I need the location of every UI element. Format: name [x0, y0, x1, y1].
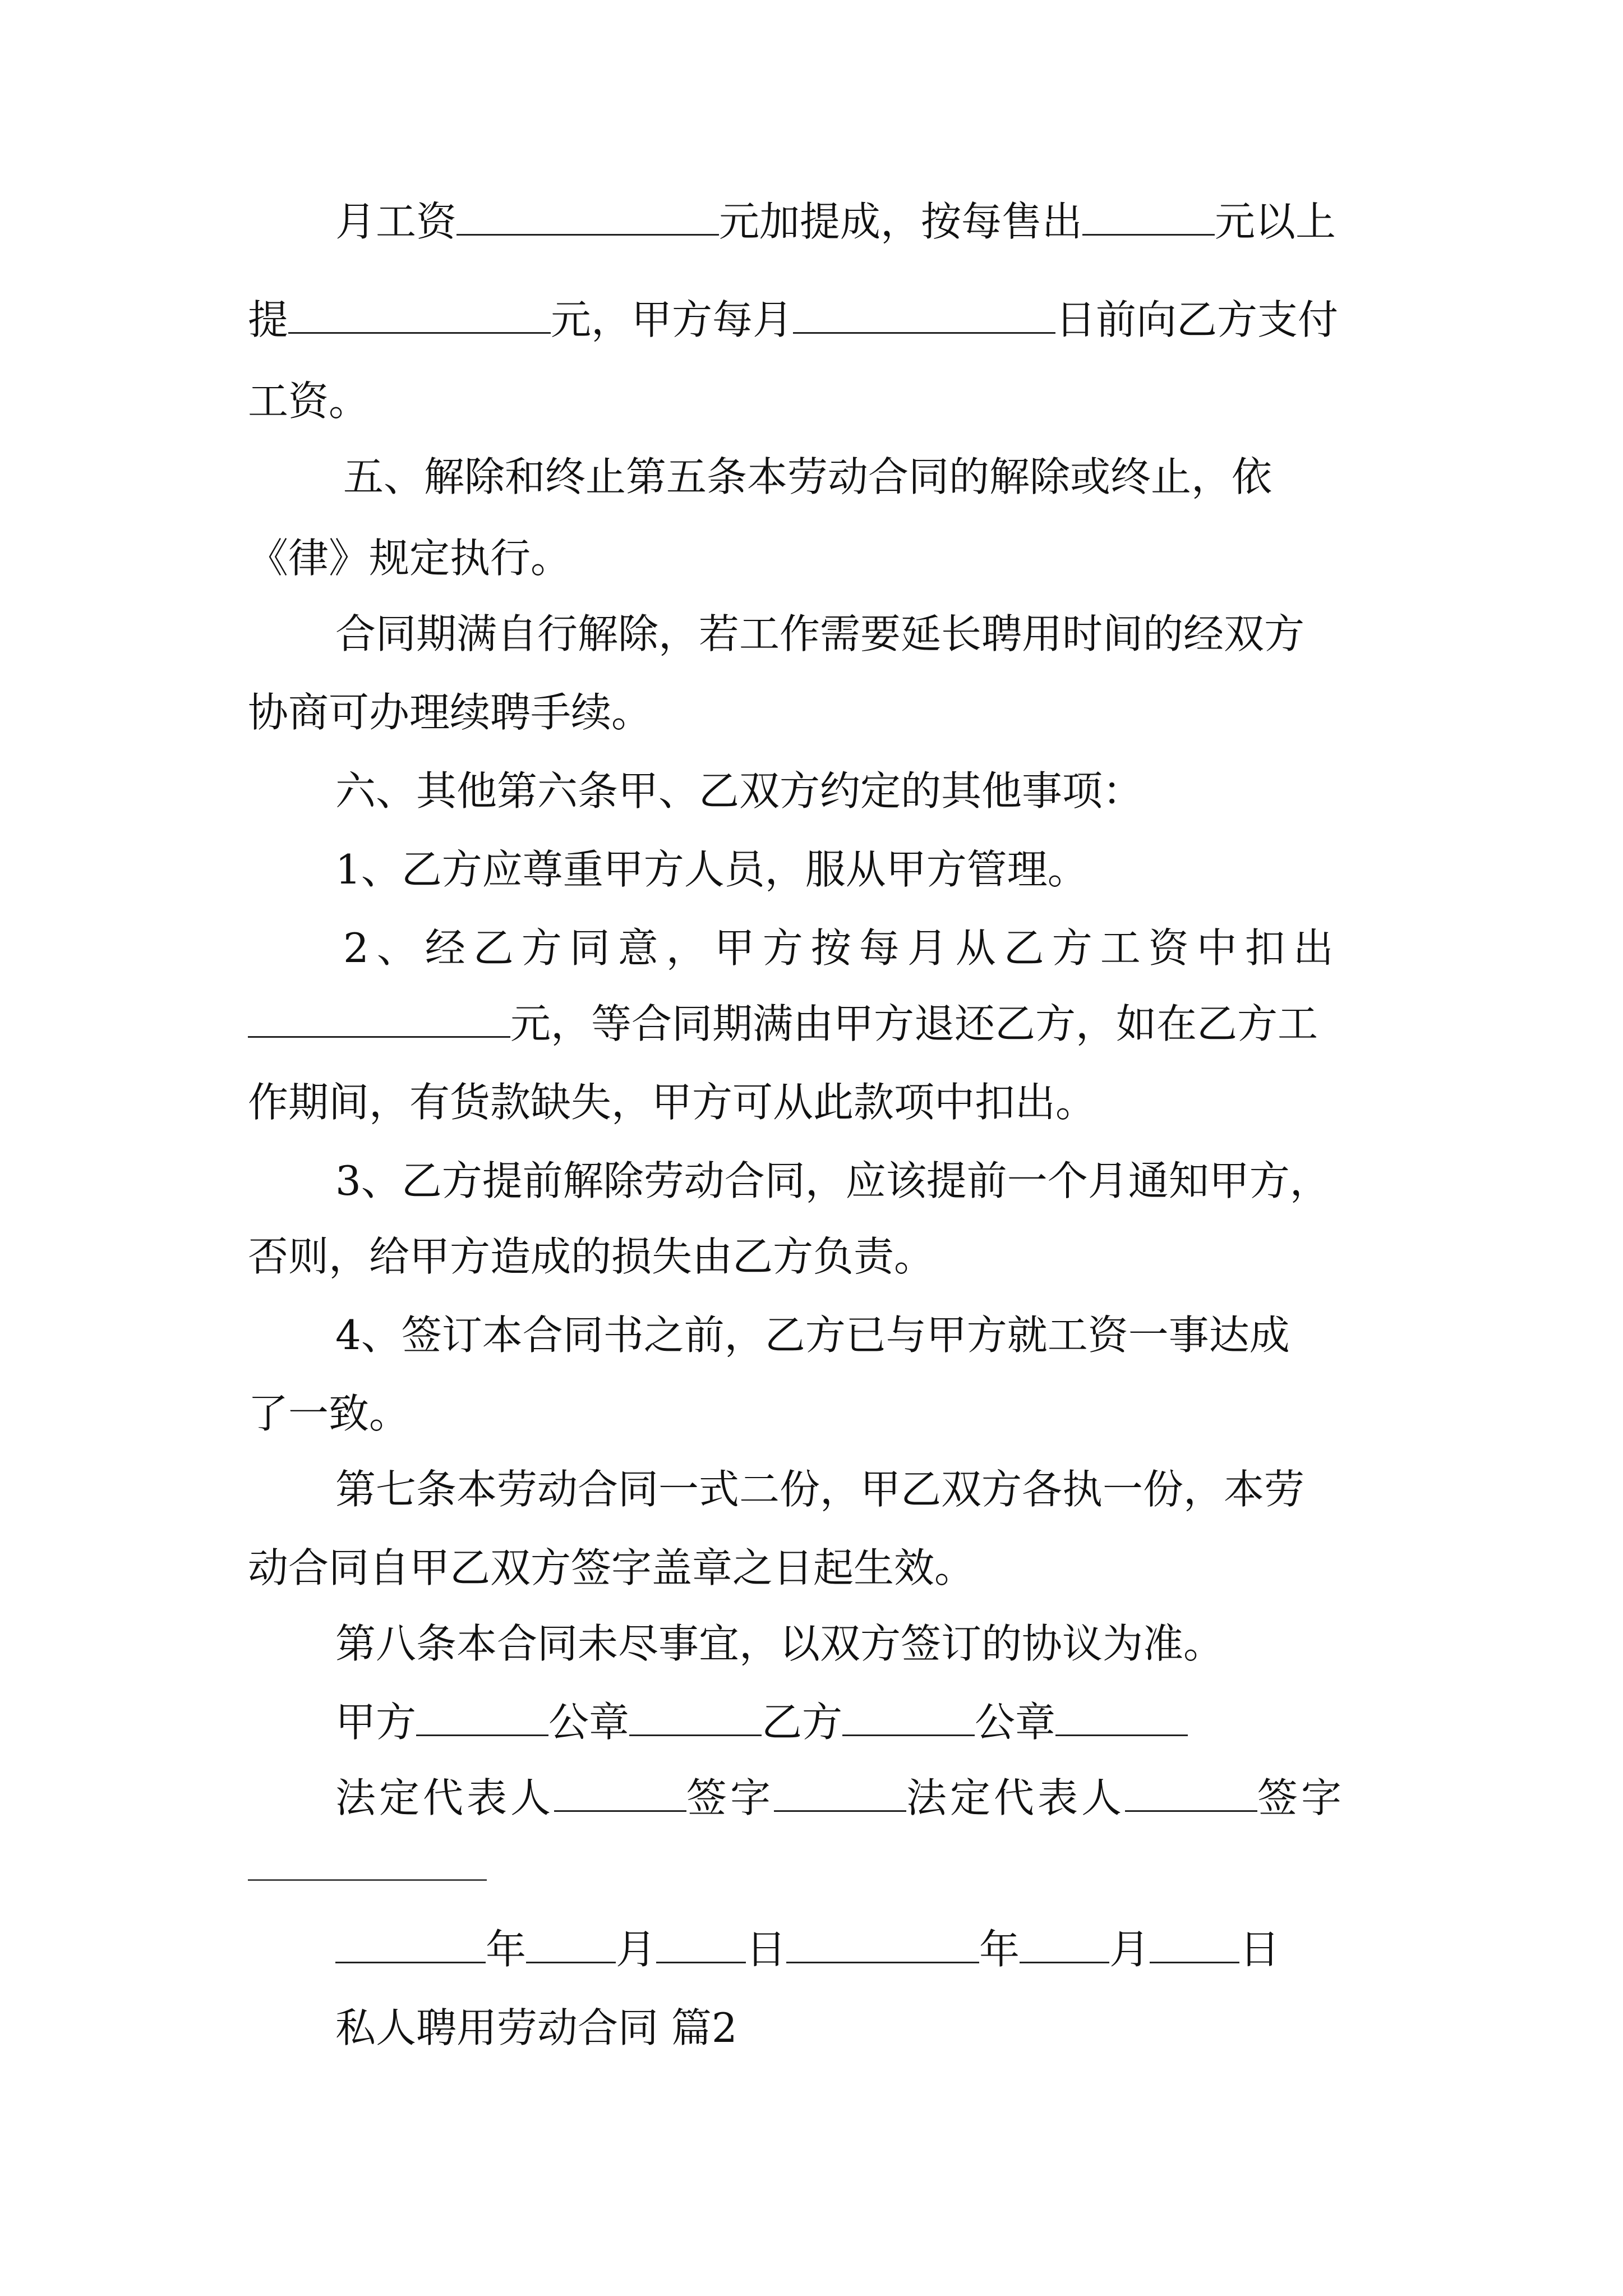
salary-label: 月工资 [335, 198, 457, 245]
pay-day-suffix: 日前向乙方支付 [1055, 296, 1339, 343]
party-b-label: 乙方 [762, 1699, 843, 1746]
salary-line-3: 工资。 [248, 378, 370, 425]
year-a-blank [335, 1929, 486, 1963]
renewal-line-2: 协商可办理续聘手续。 [248, 689, 652, 736]
month-a-label: 月 [616, 1926, 657, 1973]
item-2-line-1: 2、经乙方同意，甲方按每月从乙方工资中扣出 [343, 924, 1341, 972]
item-4-line-2: 了一致。 [248, 1390, 410, 1437]
seal-b-blank [1055, 1702, 1188, 1736]
day-b-blank [1150, 1929, 1239, 1963]
month-b-label: 月 [1109, 1926, 1150, 1973]
day-a-blank [656, 1929, 746, 1963]
item-2-line-3: 作期间，有货款缺失，甲方可从此款项中扣出。 [248, 1079, 1096, 1126]
month-b-blank [1020, 1929, 1109, 1963]
item-3-line-1: 3、乙方提前解除劳动合同，应该提前一个月通知甲方， [335, 1157, 1330, 1204]
year-b-blank [786, 1929, 979, 1963]
date-row [335, 1921, 1280, 1977]
article7-line-2: 动合同自甲乙双方签字盖章之日起生效。 [248, 1544, 975, 1591]
legal-rep-b-label: 法定代表人 [906, 1774, 1126, 1821]
item-2-line-2 [248, 996, 1318, 1052]
seal-b-label: 公章 [975, 1699, 1056, 1746]
signature-row-2 [335, 1770, 1345, 1826]
party-a-blank [416, 1702, 548, 1736]
signature-row-1 [335, 1694, 1188, 1750]
sign-b-label: 签字 [1257, 1774, 1345, 1821]
day-a-label: 日 [746, 1926, 787, 1973]
month-a-blank [526, 1929, 616, 1963]
salary-line-2 [248, 292, 1338, 348]
monthly-pay-text: 元，甲方每月 [551, 296, 794, 343]
item-4-line-1: 4、签订本合同书之前，乙方已与甲方就工资一事达成 [335, 1312, 1290, 1359]
day-b-label: 日 [1239, 1926, 1280, 1973]
renewal-line-1: 合同期满自行解除，若工作需要延长聘用时间的经双方 [335, 610, 1305, 657]
deposit-amount-blank [248, 1004, 510, 1038]
legal-rep-a-label: 法定代表人 [335, 1774, 555, 1821]
sign-a-label: 签字 [686, 1774, 774, 1821]
salary-amount-blank [457, 201, 719, 236]
year-b-label: 年 [979, 1926, 1020, 1973]
seal-a-label: 公章 [548, 1699, 630, 1746]
section5-line-1: 五、解除和终止第五条本劳动合同的解除或终止，依 [343, 453, 1272, 500]
pay-day-blank [793, 300, 1055, 334]
item-3-line-2: 否则，给甲方造成的损失由乙方负责。 [248, 1233, 935, 1280]
year-a-label: 年 [486, 1926, 527, 1973]
party-a-label: 甲方 [335, 1699, 417, 1746]
salary-line-1 [335, 194, 1336, 250]
deposit-text: 元，等合同期满由甲方退还乙方，如在乙方工 [510, 1000, 1318, 1047]
section5-line-2: 《律》规定执行。 [248, 535, 571, 582]
party-b-blank [842, 1702, 975, 1736]
threshold-suffix: 元以上 [1215, 198, 1336, 245]
sign-a-blank [774, 1778, 906, 1812]
next-section-title: 私人聘用劳动合同 篇2 [335, 2004, 737, 2051]
legal-rep-b-blank [1125, 1778, 1257, 1812]
commission-label: 提 [248, 296, 289, 343]
section6-heading: 六、其他第六条甲、乙双方约定的其他事项： [335, 767, 1144, 815]
sales-threshold-blank [1082, 201, 1215, 236]
seal-a-blank [629, 1702, 762, 1736]
article8: 第八条本合同未尽事宜，以双方签订的协议为准。 [335, 1620, 1224, 1667]
commission-amount-blank [288, 300, 551, 334]
item-1: 1、乙方应尊重甲方人员，服从甲方管理。 [335, 846, 1088, 893]
legal-rep-a-blank [554, 1778, 686, 1812]
standalone-signature-blank [248, 1879, 487, 1881]
commission-text: 元加提成，按每售出 [719, 198, 1083, 245]
article7-line-1: 第七条本劳动合同一式二份，甲乙双方各执一份，本劳 [335, 1466, 1305, 1513]
